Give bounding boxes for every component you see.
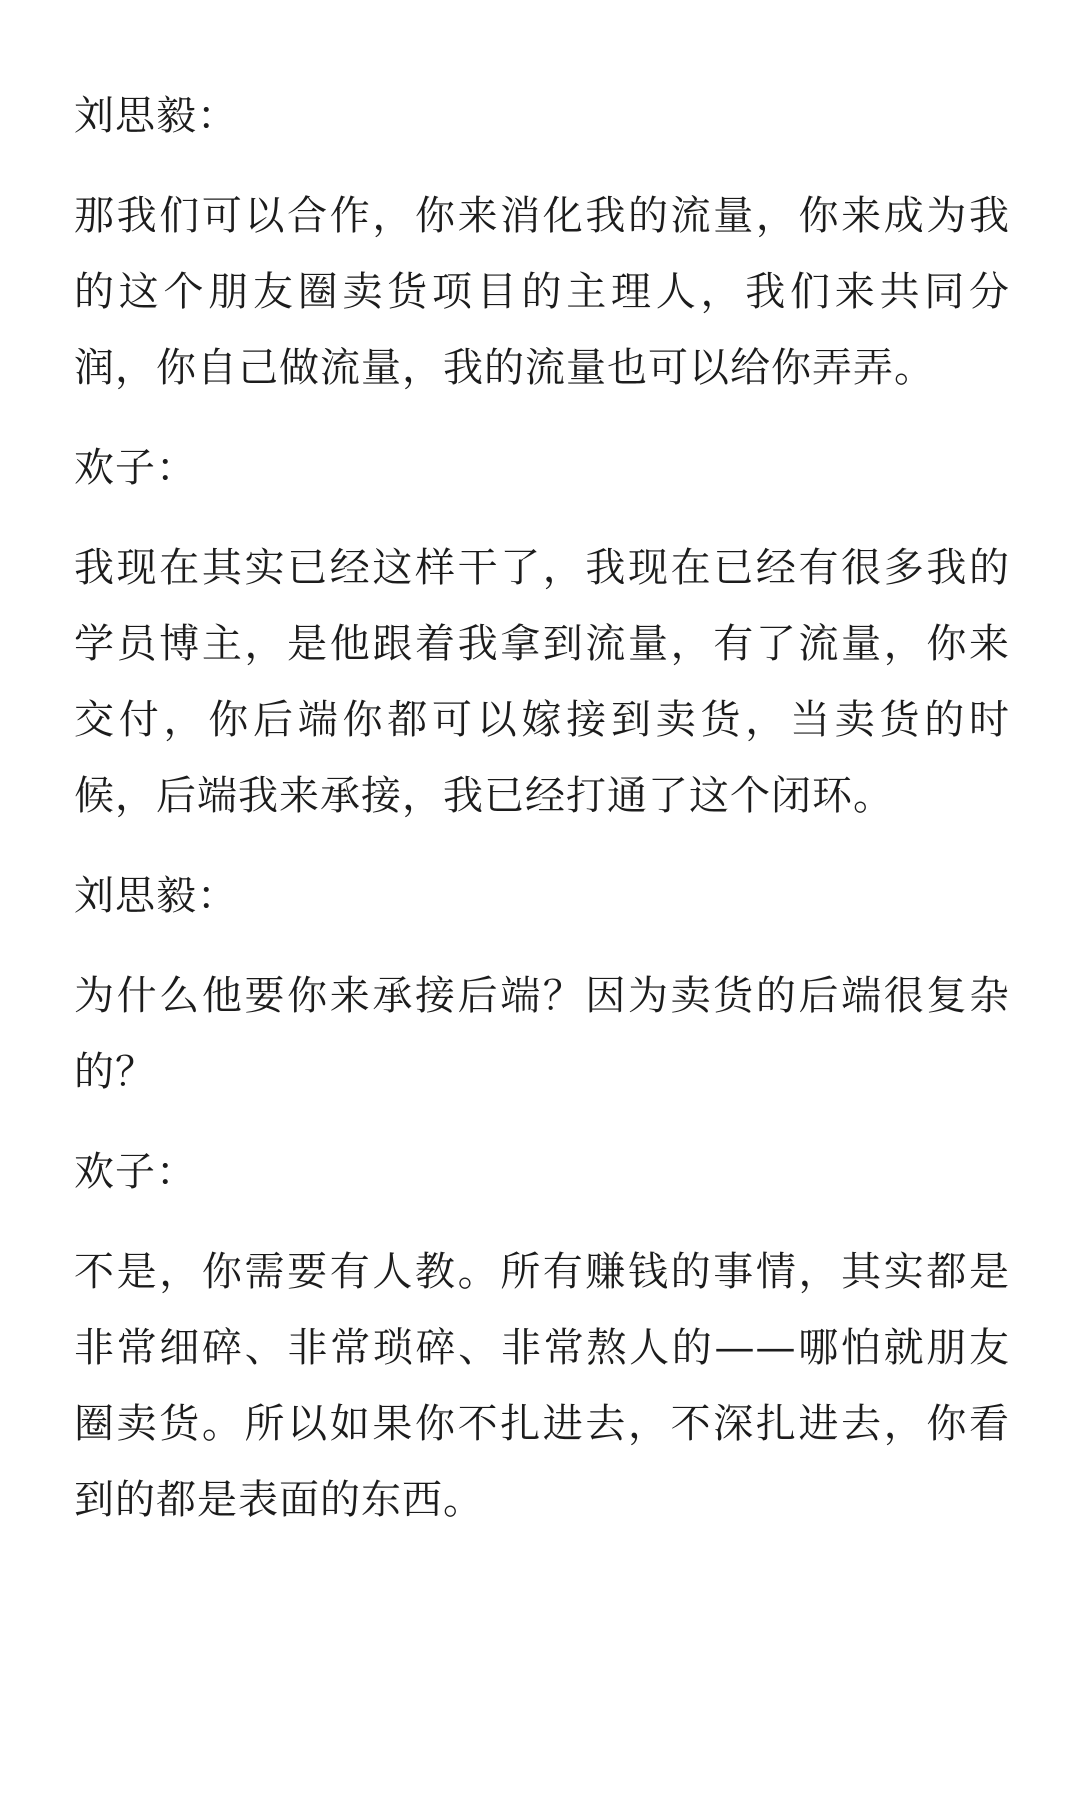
spacer [74,504,1010,530]
spacer [74,1208,1010,1234]
speech-paragraph: 那我们可以合作，你来消化我的流量，你来成为我的这个朋友圈卖货项目的主理人，我们来共同分润，你自己做流量，我的流量也可以给你弄弄。 [74,193,1010,391]
spacer [74,406,1010,432]
speaker-name: 欢子： [74,1149,197,1195]
speaker-name: 刘思毅： [74,93,238,139]
speaker-name: 欢子： [74,445,197,491]
dialogue-article [74,80,1010,1538]
speech-paragraph: 为什么他要你来承接后端？因为卖货的后端很复杂的？ [74,973,1010,1095]
spacer [74,834,1010,860]
speaker-name: 刘思毅： [74,873,238,919]
spacer [74,932,1010,958]
spacer [74,1110,1010,1136]
speech-paragraph: 我现在其实已经这样干了，我现在已经有很多我的学员博主，是他跟着我拿到流量，有了流量，你来交付，你后端你都可以嫁接到卖货，当卖货的时候，后端我来承接，我已经打通了这个闭环。 [74,545,1010,819]
speech-paragraph: 不是，你需要有人教。所有赚钱的事情，其实都是非常细碎、非常琐碎、非常熬人的——哪怕就朋友圈卖货。所以如果你不扎进去，不深扎进去，你看到的都是表面的东西。 [74,1249,1010,1523]
spacer [74,152,1010,178]
